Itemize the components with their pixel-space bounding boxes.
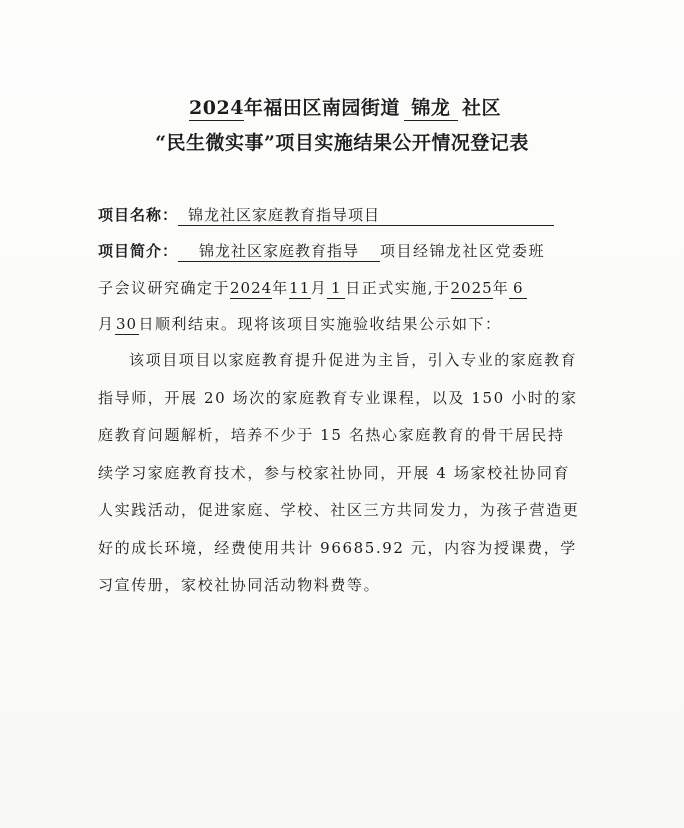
intro-text-b: 子会议研究确定于 [98, 279, 231, 297]
start-year: 2024 [230, 279, 273, 297]
project-name-row [98, 204, 554, 226]
start-month-char: 月 [310, 279, 328, 297]
title-line-2: “民生微实事”项目实施结果公开情况登记表 [155, 132, 529, 154]
end-month-char: 月 [98, 315, 115, 333]
start-year-char: 年 [272, 279, 289, 297]
project-intro-row-1 [98, 240, 545, 262]
end-year-char: 年 [492, 279, 510, 297]
start-day: 1 [327, 279, 345, 299]
project-intro-row-3 [98, 313, 502, 335]
title-community: 锦龙 [404, 98, 458, 121]
intro-text-a: 项目经锦龙社区党委班 [380, 242, 546, 260]
title-year: 2024 [189, 97, 244, 119]
end-month: 6 [509, 279, 527, 299]
title-district: 年福田区南园街道 [243, 97, 400, 119]
project-name-label: 项目名称： [98, 206, 179, 224]
title-community-suffix: 社区 [461, 97, 501, 119]
project-intro-name: 锦龙社区家庭教育指导 [178, 242, 380, 262]
intro-text-c: 日正式实施,于 [345, 279, 451, 297]
project-intro-row-2 [98, 277, 527, 299]
start-month: 11 [289, 279, 311, 297]
end-year: 2025 [450, 279, 493, 297]
result-paragraph: 该项目项目以家庭教育提升促进为主旨，引入专业的家庭教育指导师，开展 20 场次的家庭教育专业课程，以及 150 小时的家庭教育问题解析，培养不少于 15 名热心家庭教育的骨干居民持续学习家庭教育技术，参与校家社协同，开展 4 场家校社协同育人实践活动，促进家庭、学校、社区三方共同发力，为孩子营造更好的成长环境，经费使用共计 96685.92 元，内容为授课费，学习宣传册，家校社协同活动物料费等。 [98, 351, 580, 594]
project-name-value: 锦龙社区家庭教育指导项目 [178, 206, 554, 226]
project-intro-label: 项目简介： [98, 242, 179, 260]
title-line-1 [0, 93, 684, 121]
intro-text-d: 日顺利结束。现将该项目实施验收结果公示如下： [138, 315, 502, 333]
end-day: 30 [115, 315, 138, 333]
